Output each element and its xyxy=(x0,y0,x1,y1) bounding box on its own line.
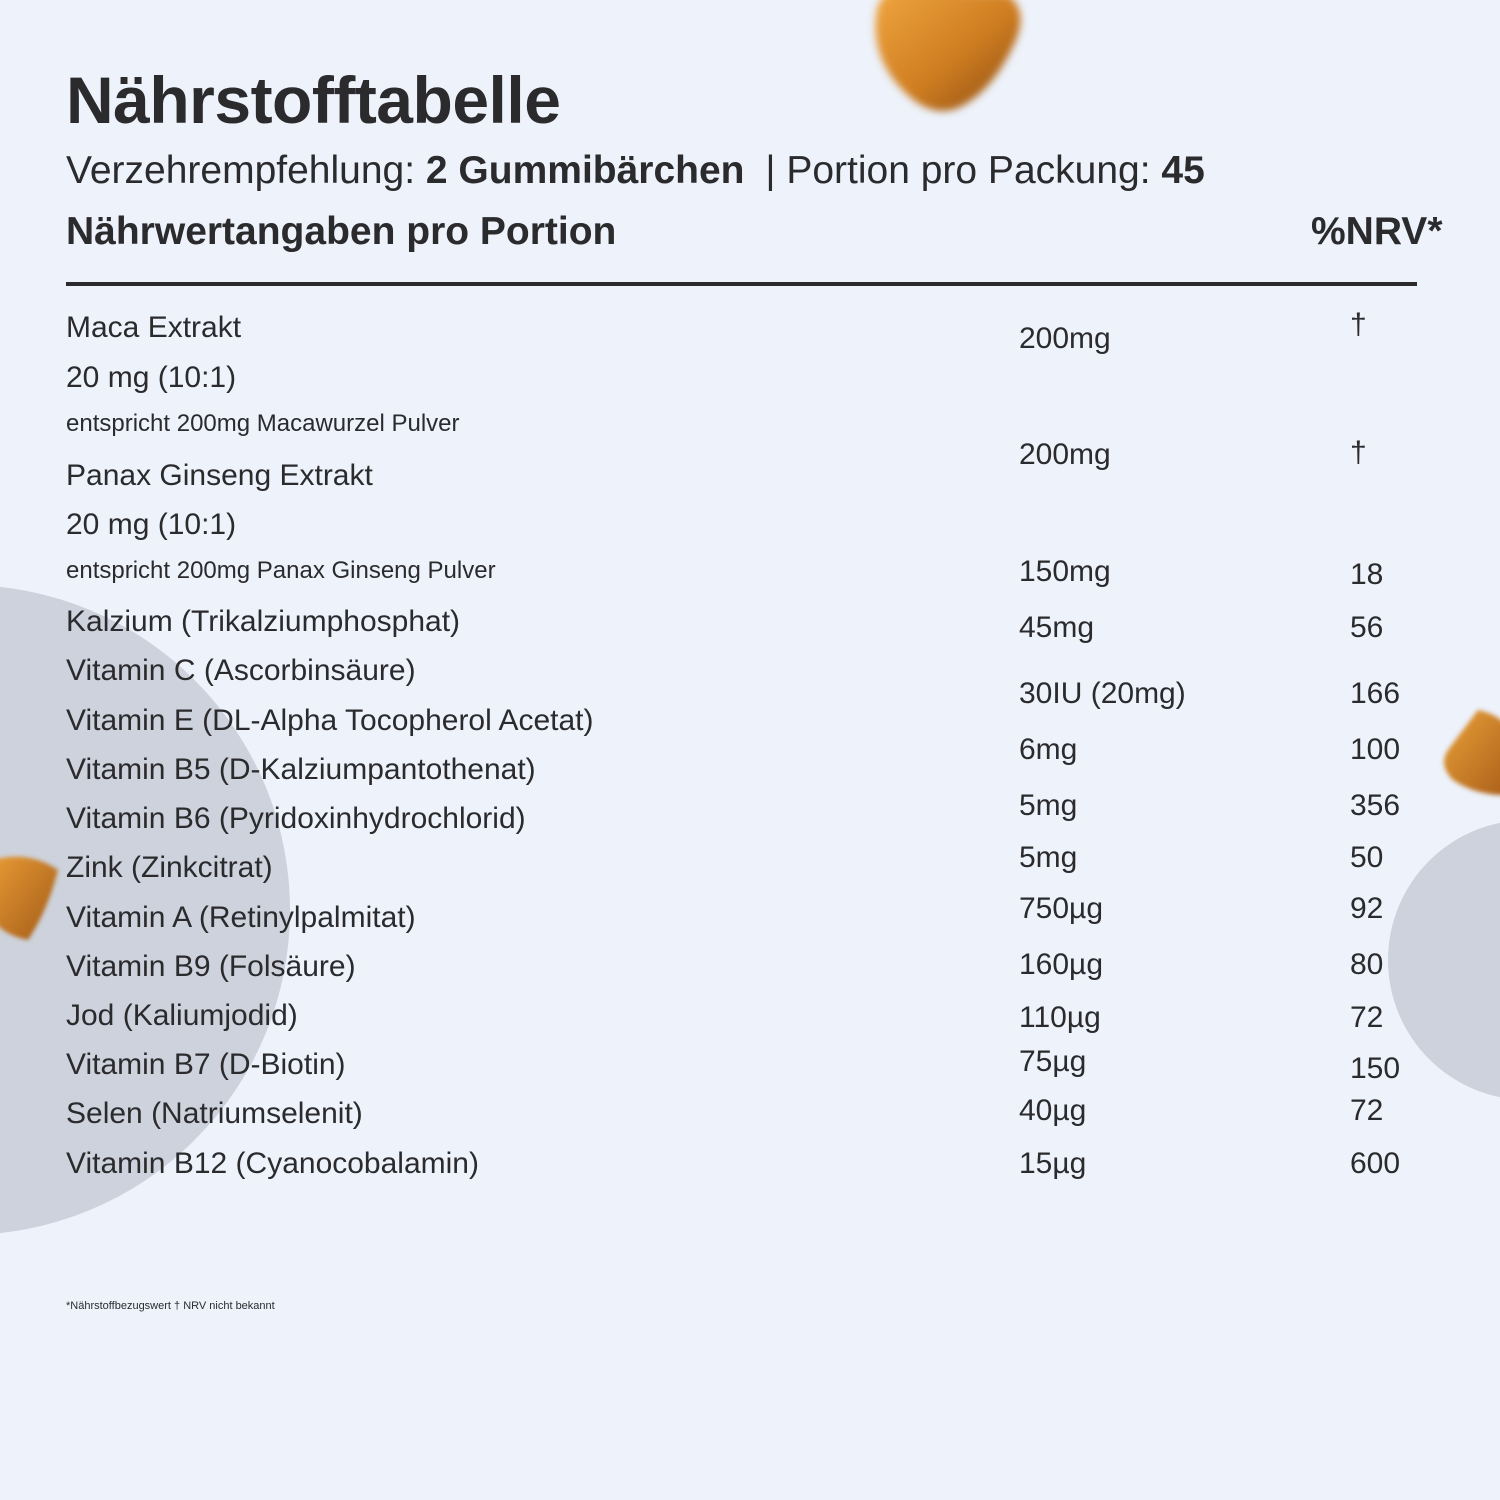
ginseng-nrv: † xyxy=(1350,436,1367,469)
nutrient-nrv: 72 xyxy=(1350,1094,1384,1127)
nutrient-amount: 45mg xyxy=(1019,611,1095,644)
separator: | xyxy=(765,149,776,192)
nutrient-nrv: 600 xyxy=(1350,1147,1401,1180)
footnote: *Nährstoffbezugswert † NRV nicht bekannt xyxy=(66,1300,275,1312)
nutrient-name: Vitamin A (Retinylpalmitat) xyxy=(66,901,416,934)
portions-label: Portion pro Packung: xyxy=(786,149,1151,192)
nutrient-nrv: 356 xyxy=(1350,789,1401,822)
gummy-bear-top xyxy=(858,0,1033,130)
nutrient-amount: 75µg xyxy=(1019,1045,1087,1078)
nutrient-amount: 150mg xyxy=(1019,555,1111,588)
portions-value: 45 xyxy=(1161,149,1205,192)
nutrient-name: Jod (Kaliumjodid) xyxy=(66,999,298,1032)
per-portion-heading: Nährwertangaben pro Portion xyxy=(66,210,617,253)
nutrient-amount: 5mg xyxy=(1019,789,1078,822)
nutrient-name: Zink (Zinkcitrat) xyxy=(66,851,273,884)
maca-note: entspricht 200mg Macawurzel Pulver xyxy=(66,410,460,437)
gummy-bear-right xyxy=(1438,705,1500,800)
nutrient-nrv: 56 xyxy=(1350,611,1384,644)
nutrient-amount: 160µg xyxy=(1019,948,1104,981)
gummy-bear-left xyxy=(0,850,68,945)
nutrient-amount: 750µg xyxy=(1019,892,1104,925)
header-divider xyxy=(66,282,1417,286)
serving-value: 2 Gummibärchen xyxy=(425,149,745,192)
nutrient-nrv: 150 xyxy=(1350,1052,1401,1085)
nutrient-name: Vitamin B6 (Pyridoxinhydrochlorid) xyxy=(66,802,526,835)
nutrient-amount: 30IU (20mg) xyxy=(1019,677,1186,710)
nutrient-name: Selen (Natriumselenit) xyxy=(66,1097,363,1130)
nutrient-nrv: 92 xyxy=(1350,892,1384,925)
maca-amount: 200mg xyxy=(1019,322,1111,355)
nutrient-name: Kalzium (Trikalziumphosphat) xyxy=(66,605,461,638)
nutrient-nrv: 80 xyxy=(1350,948,1384,981)
nutrient-amount: 110µg xyxy=(1019,1001,1101,1034)
ginseng-name: Panax Ginseng Extrakt xyxy=(66,459,373,492)
ginseng-note: entspricht 200mg Panax Ginseng Pulver xyxy=(66,557,496,584)
page-title: Nährstofftabelle xyxy=(66,63,561,137)
nutrient-amount: 5mg xyxy=(1019,841,1078,874)
nutrient-nrv: 18 xyxy=(1350,558,1384,591)
serving-info xyxy=(66,149,1205,193)
nutrient-nrv: 50 xyxy=(1350,841,1384,874)
nutrient-name: Vitamin B5 (D-Kalziumpantothenat) xyxy=(66,753,536,786)
nutrient-amount: 6mg xyxy=(1019,733,1078,766)
nutrient-name: Vitamin E (DL-Alpha Tocopherol Acetat) xyxy=(66,704,594,737)
maca-nrv: † xyxy=(1350,308,1367,341)
ginseng-amount: 200mg xyxy=(1019,438,1111,471)
serving-label: Verzehrempfehlung: xyxy=(66,149,416,192)
nrv-heading: %NRV* xyxy=(1311,210,1443,253)
maca-name: Maca Extrakt xyxy=(66,311,242,344)
background-circle-right xyxy=(1388,820,1500,1100)
nutrient-nrv: 166 xyxy=(1350,677,1401,710)
nutrient-name: Vitamin C (Ascorbinsäure) xyxy=(66,654,416,687)
nutrient-nrv: 72 xyxy=(1350,1001,1384,1034)
nutrient-name: Vitamin B7 (D-Biotin) xyxy=(66,1048,346,1081)
nutrient-name: Vitamin B12 (Cyanocobalamin) xyxy=(66,1147,479,1180)
nutrient-amount: 15µg xyxy=(1019,1147,1087,1180)
nutrient-name: Vitamin B9 (Folsäure) xyxy=(66,950,356,983)
nutrient-amount: 40µg xyxy=(1019,1094,1087,1127)
nutrient-nrv: 100 xyxy=(1350,733,1401,766)
maca-detail: 20 mg (10:1) xyxy=(66,361,237,394)
ginseng-detail: 20 mg (10:1) xyxy=(66,508,237,541)
